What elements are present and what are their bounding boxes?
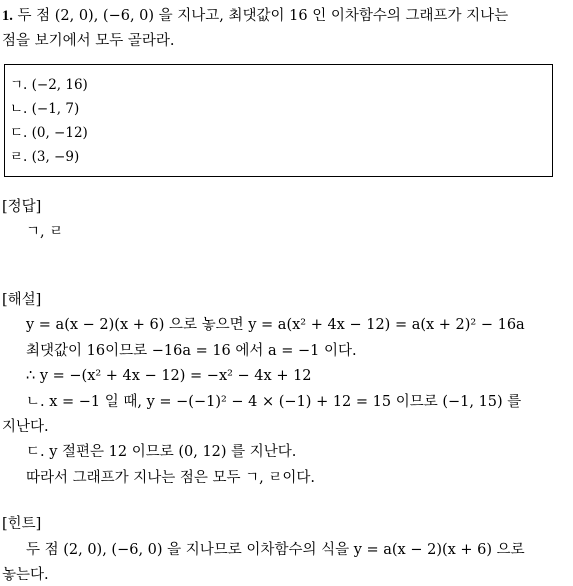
explanation-line-7: 따라서 그래프가 지나는 점은 모두 ㄱ, ㄹ이다. (26, 470, 315, 486)
explanation-line-5: 지난다. (2, 419, 49, 435)
explanation-label: [해설] (2, 292, 42, 308)
hint-line-2: 놓는다. (2, 567, 49, 583)
explanation-line-3: ∴ y = −(x² + 4x − 12) = −x² − 4x + 12 (26, 368, 312, 384)
explanation-line-4: ㄴ. x = −1 일 때, y = −(−1)² − 4 × (−1) + 12 = 15 이므로 (−1, 15) 를 (26, 394, 522, 410)
question-text-line-2: 점을 보기에서 모두 골라라. (2, 33, 175, 49)
choice-rieul: ㄹ. (3, −9) (10, 149, 80, 165)
explanation-line-6: ㄷ. y 절편은 12 이므로 (0, 12) 를 지난다. (26, 444, 297, 460)
choice-digeut: ㄷ. (0, −12) (10, 125, 88, 141)
choices-box (4, 64, 553, 177)
hint-line-1: 두 점 (2, 0), (−6, 0) 을 지나므로 이차함수의 식을 y = a(x − 2)(x + 6) 으로 (26, 542, 525, 558)
hint-label: [힌트] (2, 516, 42, 532)
explanation-line-1: y = a(x − 2)(x + 6) 으로 놓으면 y = a(x² + 4x − 12) = a(x + 2)² − 16a (26, 317, 525, 333)
choice-nieun: ㄴ. (−1, 7) (10, 101, 80, 117)
explanation-line-2: 최댓값이 16이므로 −16a = 16 에서 a = −1 이다. (26, 343, 357, 359)
answer-text: ㄱ, ㄹ (26, 224, 64, 240)
question-line-1 (2, 6, 508, 26)
answer-label: [정답] (2, 199, 42, 215)
question-text-line-1: 두 점 (2, 0), (−6, 0) 을 지나고, 최댓값이 16 인 이차함수의 그래프가 지나는 (17, 8, 509, 24)
question-number: 1. (2, 8, 13, 24)
choice-giyeok: ㄱ. (−2, 16) (10, 77, 88, 93)
